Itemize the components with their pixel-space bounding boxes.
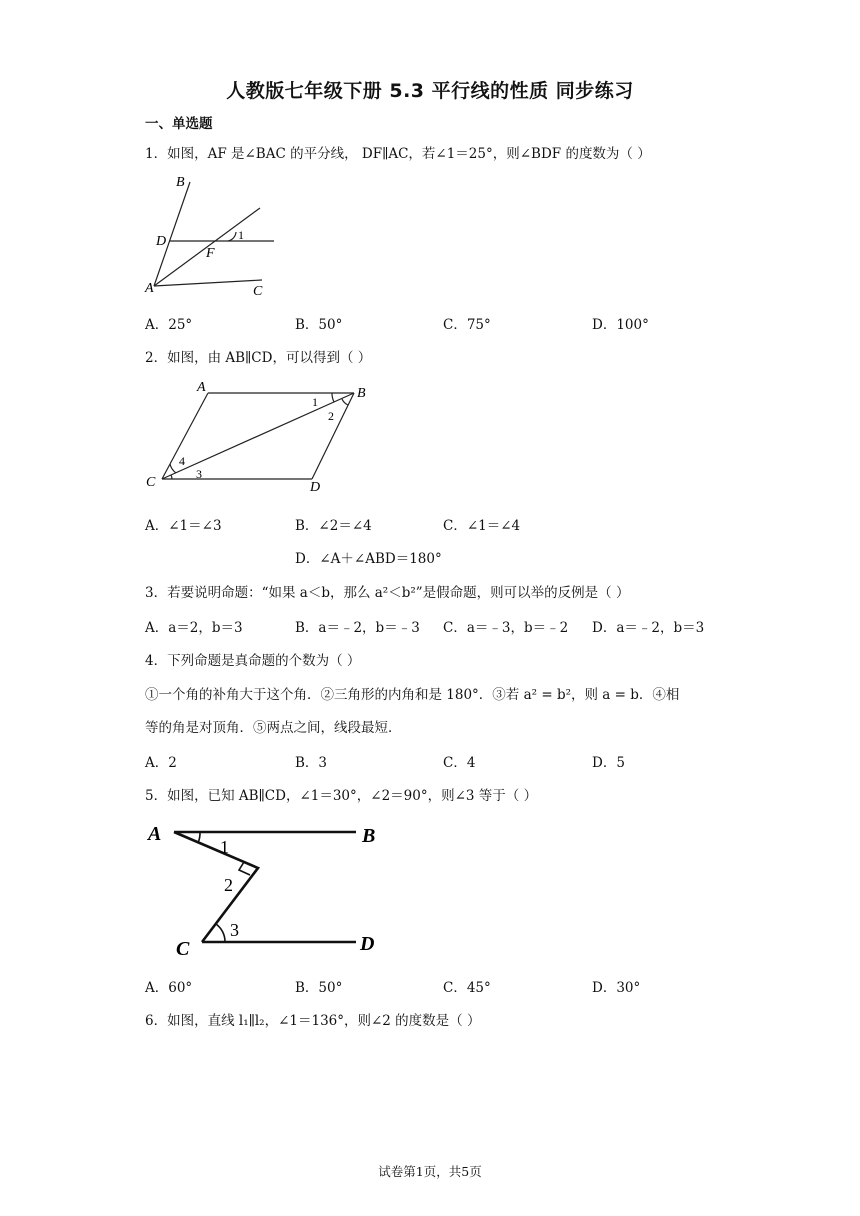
question-5-figure bbox=[140, 816, 390, 962]
q2-option-b[interactable]: B．∠2＝∠4 bbox=[295, 518, 372, 534]
q2-label-angle2: 2 bbox=[328, 409, 334, 423]
question-2-figure bbox=[140, 378, 380, 496]
q1-label-C: C bbox=[253, 284, 263, 299]
q4-option-a[interactable]: A．2 bbox=[145, 755, 177, 771]
q1-label-D: D bbox=[156, 234, 167, 249]
q1-option-d[interactable]: D．100° bbox=[592, 317, 649, 333]
question-4-body-line2: 等的角是对顶角．⑤两点之间，线段最短． bbox=[145, 720, 402, 736]
question-4-body-line1: ①一个角的补角大于这个角．②三角形的内角和是 180°．③若 a² = b²，则 a = b．④相 bbox=[145, 687, 680, 703]
q2-option-c[interactable]: C．∠1＝∠4 bbox=[443, 518, 521, 534]
page-footer: 试卷第1页，共5页 bbox=[378, 1164, 482, 1179]
q3-option-c[interactable]: C．a＝﹣3，b＝﹣2 bbox=[443, 620, 569, 636]
q1-label-A: A bbox=[145, 281, 154, 296]
q5-label-D: D bbox=[360, 933, 375, 955]
q1-label-F: F bbox=[206, 246, 215, 261]
q2-label-angle1: 1 bbox=[312, 395, 318, 409]
q3-option-b[interactable]: B．a＝﹣2，b＝﹣3 bbox=[295, 620, 420, 636]
q2-label-B: B bbox=[357, 386, 366, 401]
q5-label-A: A bbox=[148, 823, 162, 845]
q5-label-angle3: 3 bbox=[230, 920, 239, 940]
q5-option-c[interactable]: C．45° bbox=[443, 980, 491, 996]
question-4-stem: 4．下列命题是真命题的个数为（ ） bbox=[145, 653, 361, 669]
q5-label-angle2: 2 bbox=[224, 875, 233, 895]
q2-label-C: C bbox=[146, 475, 156, 490]
q5-label-C: C bbox=[176, 938, 190, 960]
q3-option-d[interactable]: D．a＝﹣2，b＝3 bbox=[592, 620, 705, 636]
q4-option-b[interactable]: B．3 bbox=[295, 755, 328, 771]
q5-option-a[interactable]: A．60° bbox=[145, 980, 193, 996]
q5-option-d[interactable]: D．30° bbox=[592, 980, 641, 996]
question-1-stem: 1．如图，AF 是∠BAC 的平分线， DF∥AC，若∠1＝25°，则∠BDF 的度数为（ ） bbox=[145, 146, 651, 162]
section-heading: 一、单选题 bbox=[145, 116, 213, 132]
q4-option-d[interactable]: D．5 bbox=[592, 755, 625, 771]
q1-option-c[interactable]: C．75° bbox=[443, 317, 491, 333]
q1-option-b[interactable]: B．50° bbox=[295, 317, 343, 333]
q2-option-d[interactable]: D．∠A＋∠ABD＝180° bbox=[295, 551, 442, 567]
page-title: 人教版七年级下册 5.3 平行线的性质 同步练习 bbox=[226, 80, 634, 102]
q5-option-b[interactable]: B．50° bbox=[295, 980, 343, 996]
q2-label-angle3: 3 bbox=[196, 467, 202, 481]
question-1-figure bbox=[140, 168, 280, 300]
q2-label-D: D bbox=[310, 480, 321, 495]
q1-label-B: B bbox=[176, 175, 185, 190]
q5-label-angle1: 1 bbox=[220, 837, 229, 857]
q3-option-a[interactable]: A．a＝2，b＝3 bbox=[145, 620, 243, 636]
q1-label-angle1: 1 bbox=[238, 228, 244, 242]
q2-label-angle4: 4 bbox=[179, 454, 185, 468]
question-5-stem: 5．如图，已知 AB∥CD，∠1＝30°，∠2＝90°，则∠3 等于（ ） bbox=[145, 788, 538, 804]
q2-label-A: A bbox=[197, 380, 206, 395]
q1-option-a[interactable]: A．25° bbox=[145, 317, 193, 333]
q4-option-c[interactable]: C．4 bbox=[443, 755, 476, 771]
question-2-stem: 2．如图，由 AB∥CD，可以得到（ ） bbox=[145, 350, 372, 366]
question-6-stem: 6．如图，直线 l₁∥l₂，∠1＝136°，则∠2 的度数是（ ） bbox=[145, 1013, 481, 1029]
q2-option-a[interactable]: A．∠1＝∠3 bbox=[145, 518, 222, 534]
question-3-stem: 3．若要说明命题：“如果 a＜b，那么 a²＜b²”是假命题，则可以举的反例是（ ） bbox=[145, 585, 630, 601]
q5-label-B: B bbox=[362, 825, 376, 847]
